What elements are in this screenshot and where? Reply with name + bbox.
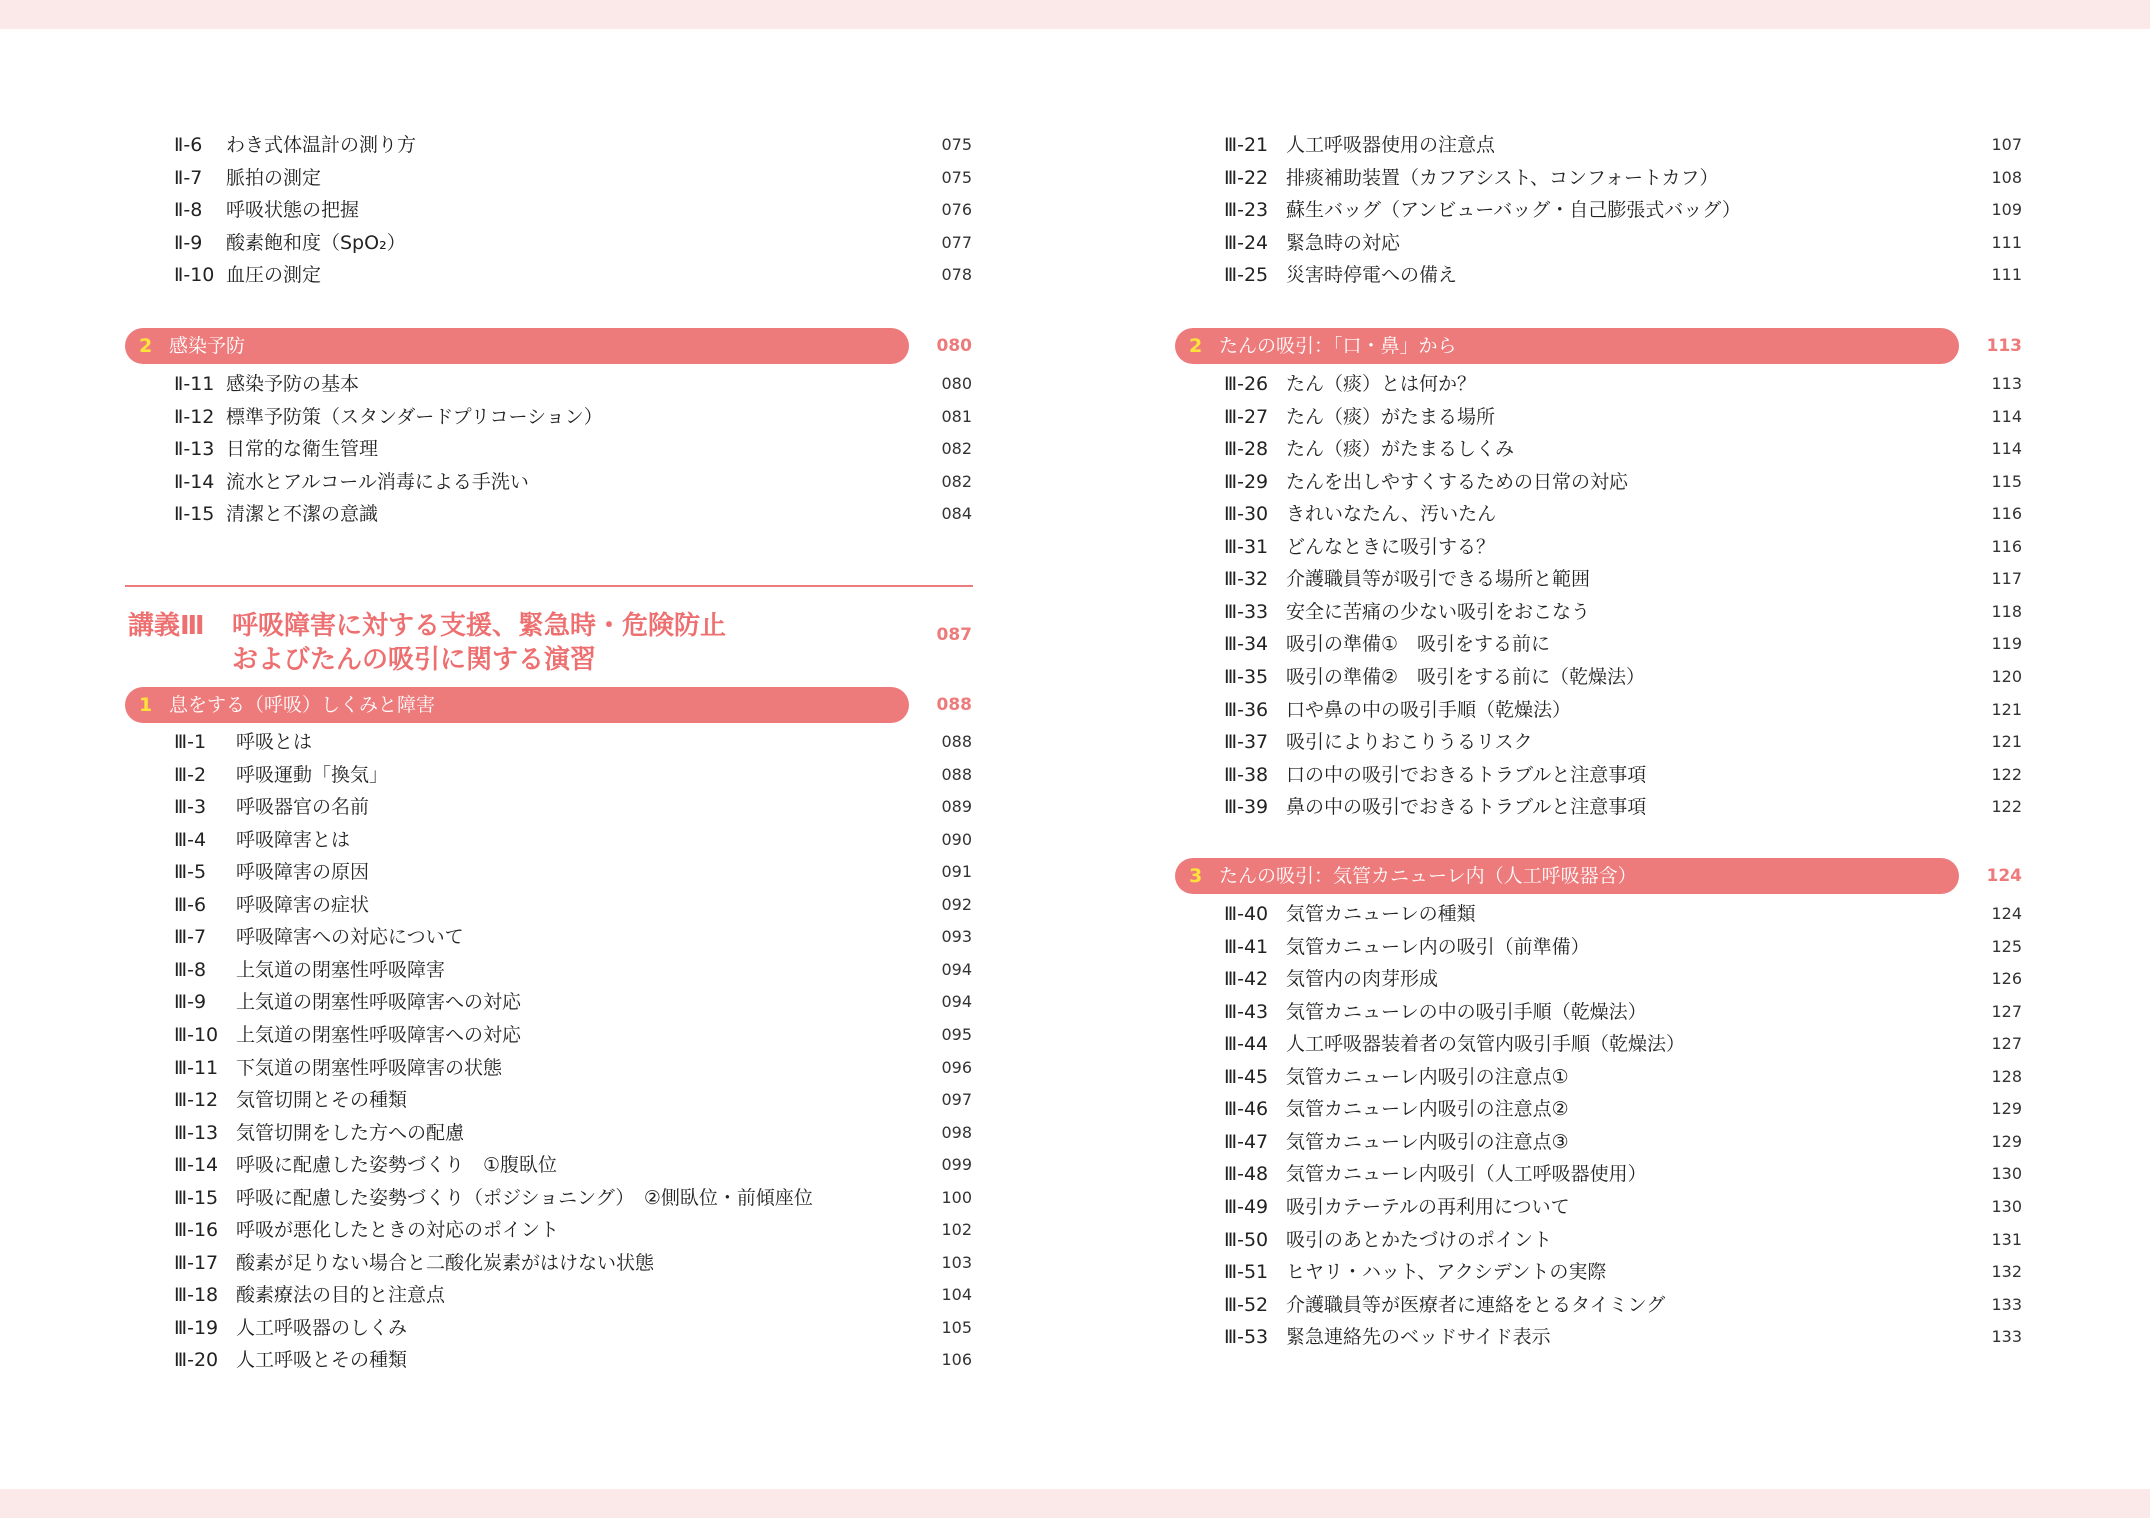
entry-page: 109 [1991,200,2022,220]
entry-page: 097 [941,1090,972,1110]
entry-page: 081 [941,406,972,426]
toc-entry[interactable] [1175,162,2025,194]
entry-page: 117 [1991,569,2022,589]
toc-entry[interactable] [125,466,975,498]
entry-number: Ⅲ-37 [1224,731,1269,754]
entry-number: Ⅱ-7 [174,166,203,189]
entry-number: Ⅲ-47 [1224,1130,1269,1153]
entry-number: Ⅲ-18 [174,1284,219,1307]
entry-page: 088 [941,732,972,751]
entry-title: 鼻の中の吸引でおきるトラブルと注意事項 [1286,796,1647,819]
entry-page: 108 [1991,167,2022,187]
entry-page: 075 [941,167,972,187]
toc-entry[interactable] [125,921,975,953]
entry-title: 気管カニューレの中の吸引手順（乾燥法） [1286,1000,1647,1023]
entry-number: Ⅱ-9 [174,231,203,254]
entry-page: 127 [1991,1034,2022,1054]
entry-number: Ⅲ-38 [1224,763,1269,786]
section-number: 1 [139,694,153,716]
entry-title: 緊急連絡先のベッドサイド表示 [1286,1326,1551,1349]
entry-title: 下気道の閉塞性呼吸障害の状態 [236,1056,503,1079]
lecture-heading[interactable] [125,585,975,675]
entry-page: 122 [1991,764,2022,784]
toc-entry[interactable] [1175,1289,2025,1321]
entry-title: 呼吸に配慮した姿勢づくり（ポジショニング） ②側臥位・前傾座位 [236,1186,813,1209]
toc-entry[interactable] [1175,791,2025,823]
entry-number: Ⅲ-2 [174,763,207,786]
toc-entry[interactable] [1175,1061,2025,1093]
entry-page: 111 [1991,232,2022,252]
entry-number: Ⅲ-10 [174,1023,219,1046]
entry-number: Ⅲ-49 [1224,1195,1269,1218]
entry-number: Ⅲ-11 [174,1056,219,1079]
entry-page: 082 [941,439,972,459]
entry-title: 安全に苦痛の少ない吸引をおこなう [1286,600,1591,623]
section-page: 124 [1986,866,2022,886]
toc-entry[interactable] [1175,1158,2025,1190]
entry-page: 114 [1991,406,2022,426]
entry-page: 106 [941,1350,972,1370]
section-header-breathing[interactable] [125,687,975,723]
entry-number: Ⅲ-51 [1224,1261,1269,1284]
toc-entry[interactable] [1175,628,2025,660]
toc-entry[interactable] [125,1312,975,1344]
section-title: 感染予防 [169,335,246,357]
entry-number: Ⅲ-30 [1224,503,1269,526]
entry-page: 120 [1991,666,2022,686]
entry-number: Ⅲ-21 [1224,134,1269,156]
entry-title: 気管切開とその種類 [236,1089,408,1112]
entry-page: 078 [941,265,972,285]
entry-title: 酸素が足りない場合と二酸化炭素がはけない状態 [236,1251,655,1274]
entry-page: 133 [1991,1294,2022,1314]
entry-number: Ⅲ-44 [1224,1033,1269,1056]
entry-number: Ⅲ-31 [1224,535,1269,558]
entry-number: Ⅲ-9 [174,991,207,1014]
toc-entry[interactable] [1175,694,2025,726]
toc-entry[interactable] [1175,726,2025,758]
entry-title: たんを出しやすくするための日常の対応 [1286,470,1629,493]
entry-page: 126 [1991,969,2022,989]
entry-title: 上気道の閉塞性呼吸障害 [236,958,446,981]
entry-title: 呼吸器官の名前 [236,796,370,819]
entry-title: 蘇生バッグ（アンビューバッグ・自己膨張式バッグ） [1286,199,1741,222]
toc-entry[interactable] [1175,759,2025,791]
toc-entry[interactable] [1175,466,2025,498]
entry-page: 094 [941,959,972,979]
entry-number: Ⅱ-14 [174,470,215,493]
top-band [0,0,2150,29]
entry-page: 102 [941,1220,972,1240]
entry-page: 130 [1991,1164,2022,1184]
entry-page: 107 [1991,135,2022,154]
entry-page: 128 [1991,1066,2022,1086]
entry-number: Ⅲ-8 [174,958,207,981]
toc-entry[interactable] [125,889,975,921]
entry-page: 116 [1991,536,2022,556]
entry-number: Ⅲ-48 [1224,1163,1269,1186]
toc-entry[interactable] [125,259,975,291]
toc-entry[interactable] [125,954,975,986]
toc-entry[interactable] [1175,1321,2025,1353]
entry-page: 133 [1991,1327,2022,1347]
entry-title: わき式体温計の測り方 [226,134,417,156]
entry-title: 酸素療法の目的と注意点 [236,1284,446,1307]
entry-page: 077 [941,232,972,252]
toc-entry[interactable] [1175,1191,2025,1223]
toc-entry[interactable] [1175,259,2025,291]
entry-number: Ⅲ-46 [1224,1098,1269,1121]
entry-title: 気管カニューレ内吸引の注意点② [1286,1098,1569,1121]
entry-title: たん（痰）がたまる場所 [1286,405,1496,428]
entry-page: 095 [941,1024,972,1044]
entry-number: Ⅲ-7 [174,926,207,949]
entry-page: 088 [941,764,972,784]
entry-title: 呼吸障害への対応について [236,926,464,949]
entry-page: 119 [1991,634,2022,654]
entry-number: Ⅱ-13 [174,438,215,461]
entry-number: Ⅲ-35 [1224,665,1269,688]
entry-title: 人工呼吸器使用の注意点 [1286,134,1496,156]
toc-entry[interactable] [1175,963,2025,995]
entry-title: 呼吸が悪化したときの対応のポイント [236,1219,560,1242]
toc-entry[interactable] [125,401,975,433]
toc-entry[interactable] [1175,661,2025,693]
entry-number: Ⅲ-50 [1224,1228,1269,1251]
entry-title: 呼吸状態の把握 [226,199,360,222]
entry-title: 脈拍の測定 [226,166,322,189]
entry-number: Ⅲ-42 [1224,968,1269,991]
toc-entry[interactable] [125,1279,975,1311]
entry-number: Ⅲ-36 [1224,698,1269,721]
toc-entry[interactable] [125,368,975,400]
toc-entry[interactable] [125,1247,975,1279]
entry-number: Ⅲ-41 [1224,935,1269,958]
lecture-page: 087 [936,625,972,645]
entry-page: 125 [1991,936,2022,956]
entry-page: 094 [941,992,972,1012]
toc-entry[interactable] [1175,1093,2025,1125]
section-title: たんの吸引：「口・鼻」から [1219,335,1457,357]
entry-page: 114 [1991,439,2022,459]
entry-title: 介護職員等が吸引できる場所と範囲 [1286,568,1591,591]
entry-title: 気管カニューレ内吸引（人工呼吸器使用） [1286,1163,1647,1186]
toc-entry[interactable] [125,1149,975,1181]
entry-page: 105 [941,1317,972,1337]
entry-number: Ⅲ-6 [174,893,207,916]
entry-title: 災害時停電への備え [1286,264,1458,287]
section-number: 3 [1189,865,1203,887]
entry-page: 129 [1991,1099,2022,1119]
toc-entry[interactable] [1175,227,2025,259]
entry-title: 気管カニューレ内の吸引（前準備） [1286,935,1590,958]
entry-title: 排痰補助装置（カフアシスト、コンフォートカフ） [1286,166,1719,189]
entry-number: Ⅲ-3 [174,796,207,819]
entry-page: 132 [1991,1262,2022,1282]
entry-page: 082 [941,471,972,491]
entry-page: 099 [941,1155,972,1175]
toc-entry[interactable] [1175,433,2025,465]
entry-title: 気管カニューレ内吸引の注意点③ [1286,1130,1569,1153]
entry-title: 感染予防の基本 [226,373,360,395]
entry-page: 096 [941,1057,972,1077]
toc-entry[interactable] [125,986,975,1018]
entry-title: 気管カニューレ内吸引の注意点① [1286,1065,1569,1088]
entry-page: 122 [1991,797,2022,817]
toc-entry[interactable] [125,129,975,161]
toc-entry[interactable] [1175,563,2025,595]
entry-page: 084 [941,504,972,524]
entry-number: Ⅲ-16 [174,1219,219,1242]
toc-entry[interactable] [125,1052,975,1084]
entry-title: 吸引のあとかたづけのポイント [1286,1228,1553,1251]
toc-entry[interactable] [125,1344,975,1376]
entry-title: たん（痰）がたまるしくみ [1286,438,1515,461]
toc-entry[interactable] [125,726,975,758]
entry-title: 呼吸とは [236,731,313,753]
entry-number: Ⅲ-29 [1224,470,1269,493]
entry-title: 酸素飽和度（SpO₂） [226,231,406,254]
entry-page: 121 [1991,699,2022,719]
entry-title: 呼吸運動「換気」 [236,763,389,786]
entry-title: どんなときに吸引する？ [1286,535,1496,558]
entry-title: 血圧の測定 [226,264,322,287]
entry-number: Ⅲ-34 [1224,633,1269,656]
entry-page: 104 [941,1285,972,1305]
entry-number: Ⅲ-24 [1224,231,1269,254]
entry-title: たん（痰）とは何か？ [1286,373,1477,395]
toc-entry[interactable] [1175,401,2025,433]
toc-entry[interactable] [125,194,975,226]
entry-number: Ⅲ-32 [1224,568,1269,591]
entry-number: Ⅲ-27 [1224,405,1269,428]
entry-number: Ⅱ-10 [174,264,215,287]
toc-entry[interactable] [1175,1028,2025,1060]
lecture-title-line2: およびたんの吸引に関する演習 [232,645,597,675]
entry-number: Ⅲ-12 [174,1089,219,1112]
entry-number: Ⅲ-5 [174,861,207,884]
toc-entry[interactable] [125,227,975,259]
entry-number: Ⅲ-4 [174,828,207,851]
entry-page: 076 [941,200,972,220]
entry-title: 気管切開をした方への配慮 [236,1121,465,1144]
entry-title: 流水とアルコール消毒による手洗い [226,470,529,493]
entry-page: 093 [941,927,972,947]
entry-number: Ⅲ-19 [174,1316,219,1339]
entry-title: 人工呼吸器装着者の気管内吸引手順（乾燥法） [1286,1033,1686,1056]
section-number: 2 [1189,335,1203,357]
entry-title: 気管内の肉芽形成 [1286,968,1439,991]
entry-number: Ⅲ-23 [1224,199,1269,222]
entry-title: 上気道の閉塞性呼吸障害への対応 [236,991,522,1014]
toc-entry[interactable] [1175,1126,2025,1158]
entry-title: 吸引によりおこりうるリスク [1286,731,1533,754]
entry-title: 口の中の吸引でおきるトラブルと注意事項 [1286,763,1647,786]
entry-title: 吸引カテーテルの再利用について [1286,1195,1570,1218]
entry-title: ヒヤリ・ハット、アクシデントの実際 [1286,1261,1607,1284]
toc-entry[interactable] [125,1182,975,1214]
section-header-oral-nasal-suction[interactable] [1175,328,2025,364]
entry-page: 111 [1991,265,2022,285]
entry-number: Ⅲ-40 [1224,903,1269,925]
toc-entry[interactable] [1175,1224,2025,1256]
entry-title: 介護職員等が医療者に連絡をとるタイミング [1286,1293,1666,1316]
entry-number: Ⅲ-28 [1224,438,1269,461]
lecture-title-line1: 呼吸障害に対する支援、緊急時・危険防止 [232,611,727,641]
toc-entry[interactable] [125,498,975,530]
toc-entry[interactable] [125,1019,975,1051]
entry-title: 上気道の閉塞性呼吸障害への対応 [236,1023,522,1046]
section-title: たんの吸引：気管カニューレ内（人工呼吸器含） [1219,865,1637,887]
entry-number: Ⅱ-11 [174,373,215,395]
entry-number: Ⅲ-43 [1224,1000,1269,1023]
toc-entry[interactable] [125,759,975,791]
entry-number: Ⅲ-39 [1224,796,1269,819]
entry-title: 呼吸障害の原因 [236,861,370,884]
entry-title: きれいなたん、汚いたん [1286,503,1497,526]
entry-title: 呼吸障害とは [236,828,351,851]
entry-number: Ⅲ-25 [1224,264,1269,287]
toc-entry[interactable] [125,1084,975,1116]
entry-number: Ⅱ-12 [174,405,215,428]
lecture-rule [125,585,973,587]
toc-entry[interactable] [125,162,975,194]
entry-number: Ⅱ-6 [174,134,203,156]
entry-page: 115 [1991,471,2022,491]
entry-number: Ⅲ-14 [174,1154,219,1177]
entry-title: 標準予防策（スタンダードプリコーション） [226,405,603,428]
entry-page: 075 [941,135,972,154]
entry-page: 092 [941,894,972,914]
toc-entry[interactable] [125,791,975,823]
entry-title: 呼吸障害の症状 [236,893,370,916]
entry-title: 吸引の準備② 吸引をする前に（乾燥法） [1286,665,1646,688]
entry-number: Ⅲ-20 [174,1349,219,1372]
toc-entry[interactable] [125,1214,975,1246]
section-title: 息をする（呼吸）しくみと障害 [169,694,436,716]
entry-page: 091 [941,862,972,882]
section-page: 080 [936,336,972,356]
entry-page: 121 [1991,732,2022,752]
entry-page: 090 [941,829,972,849]
toc-entry[interactable] [1175,596,2025,628]
entry-number: Ⅲ-13 [174,1121,219,1144]
entry-number: Ⅱ-8 [174,199,203,222]
entry-page: 089 [941,797,972,817]
toc-entry[interactable] [1175,898,2025,930]
toc-entry[interactable] [1175,996,2025,1028]
section-page: 088 [936,695,972,715]
entry-page: 103 [941,1252,972,1272]
entry-number: Ⅲ-33 [1224,600,1269,623]
entry-title: 日常的な衛生管理 [226,438,379,461]
entry-page: 080 [941,374,972,393]
section-header-infection-prevention[interactable] [125,328,975,364]
entry-title: 人工呼吸とその種類 [236,1349,408,1372]
entry-number: Ⅲ-53 [1224,1326,1269,1349]
entry-title: 緊急時の対応 [1286,231,1401,254]
toc-entry[interactable] [125,856,975,888]
toc-entry[interactable] [125,824,975,856]
entry-number: Ⅲ-1 [174,731,207,753]
entry-number: Ⅲ-26 [1224,373,1269,395]
toc-entry[interactable] [125,1117,975,1149]
entry-page: 124 [1991,904,2022,923]
toc-entry[interactable] [1175,931,2025,963]
entry-number: Ⅲ-52 [1224,1293,1269,1316]
entry-page: 113 [1991,374,2022,393]
entry-number: Ⅲ-17 [174,1251,219,1274]
entry-title: 呼吸に配慮した姿勢づくり ①腹臥位 [236,1154,558,1177]
entry-page: 116 [1991,504,2022,524]
lecture-label: 講義Ⅲ [128,611,205,641]
toc-entry[interactable] [125,433,975,465]
bottom-band [0,1489,2150,1518]
toc-entry[interactable] [1175,129,2025,161]
entry-page: 127 [1991,1001,2022,1021]
entry-page: 129 [1991,1131,2022,1151]
section-header-tracheal-suction[interactable] [1175,858,2025,894]
toc-entry[interactable] [1175,368,2025,400]
entry-title: 清潔と不潔の意識 [226,503,379,526]
toc-entry[interactable] [1175,1256,2025,1288]
toc-entry[interactable] [1175,531,2025,563]
entry-title: 気管カニューレの種類 [1286,903,1476,925]
entry-number: Ⅱ-15 [174,503,215,526]
section-number: 2 [139,335,153,357]
entry-number: Ⅲ-22 [1224,166,1269,189]
toc-entry[interactable] [1175,498,2025,530]
entry-page: 100 [941,1187,972,1207]
entry-number: Ⅲ-45 [1224,1065,1269,1088]
entry-page: 118 [1991,601,2022,621]
entry-page: 098 [941,1122,972,1142]
entry-page: 131 [1991,1229,2022,1249]
section-page: 113 [1986,336,2022,356]
entry-title: 吸引の準備① 吸引をする前に [1286,633,1551,656]
toc-entry[interactable] [1175,194,2025,226]
entry-title: 口や鼻の中の吸引手順（乾燥法） [1286,698,1572,721]
entry-title: 人工呼吸器のしくみ [236,1316,408,1339]
entry-number: Ⅲ-15 [174,1186,219,1209]
entry-page: 130 [1991,1196,2022,1216]
